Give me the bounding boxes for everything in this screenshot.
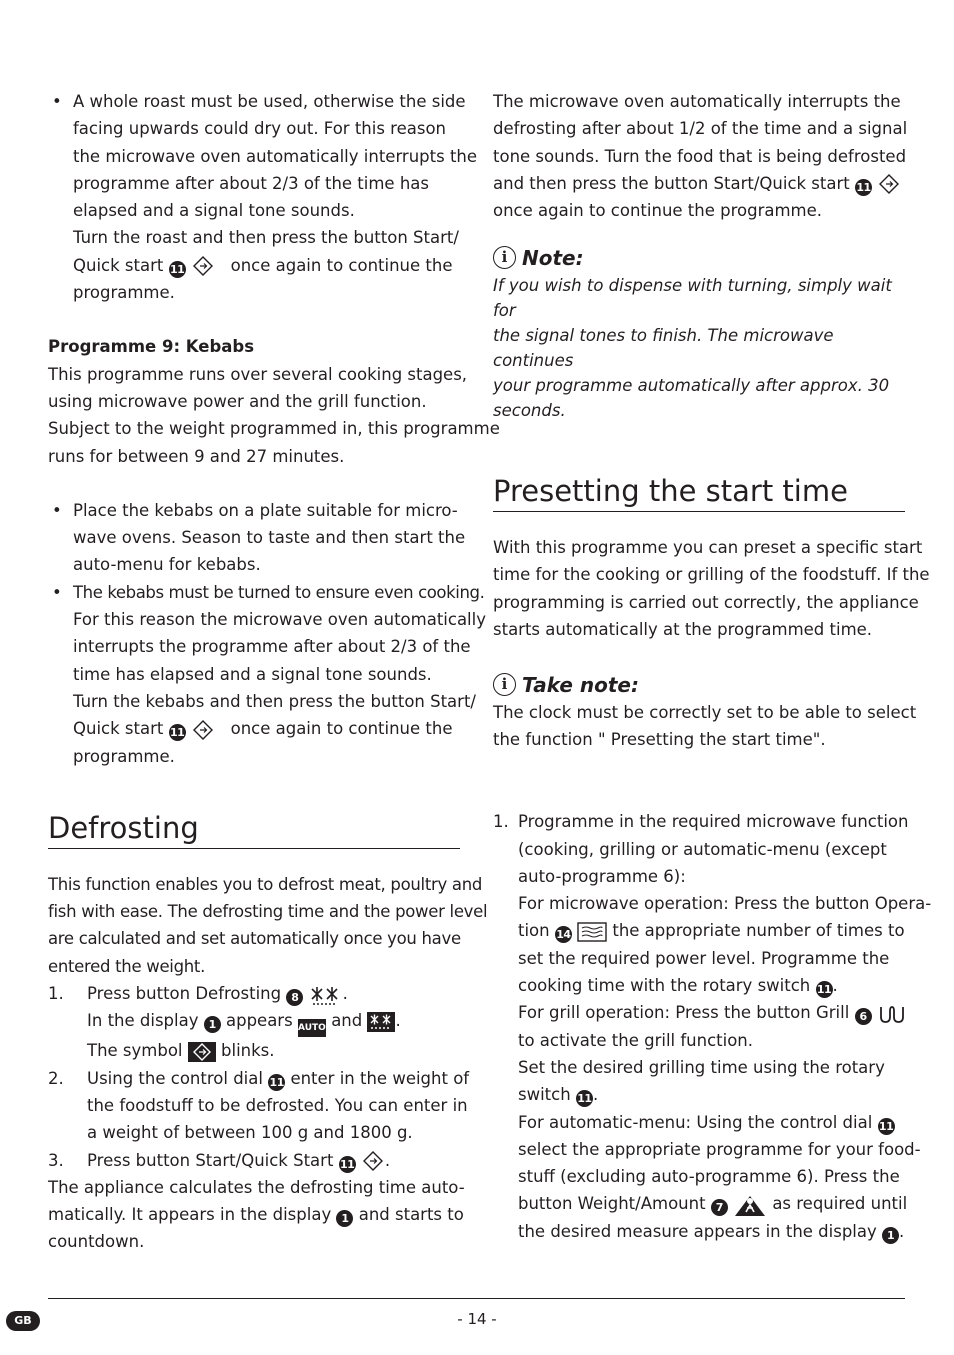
text-fragment: tion [518, 921, 550, 941]
text-line [518, 1190, 908, 1218]
text-line: The kebabs must be turned to ensure even cooking. [73, 582, 485, 602]
ref-number: 11 [169, 262, 185, 276]
text-fragment: and then press the button Start/Quick start [493, 173, 850, 193]
defrosting-heading: Defrosting [48, 810, 460, 849]
ref-number: 1 [204, 1016, 221, 1033]
text-fragment: appears [225, 1011, 293, 1031]
auto-display-icon: AUTO [298, 1019, 326, 1037]
text-line: programme. [73, 283, 175, 303]
text-line [73, 715, 460, 742]
text-fragment: and starts to [358, 1205, 464, 1225]
left-column [48, 88, 500, 1256]
text-line: This function enables you to defrost meat, poultry and [48, 874, 483, 894]
ref-number: 1 [882, 1227, 899, 1244]
text-line: The clock must be correctly set to be able to select [493, 702, 917, 722]
ref-number: 11 [577, 1092, 592, 1106]
text-line [73, 252, 460, 279]
text-fragment: the desired measure appears in the display [518, 1221, 877, 1241]
text-fragment: Press button Start/Quick Start [87, 1150, 334, 1170]
text-line: The appliance calculates the defrosting time auto- [48, 1177, 465, 1197]
text-fragment: Quick start [73, 255, 164, 275]
text-line: set the required power level. Programme the [518, 948, 890, 968]
text-fragment: Press button Defrosting [87, 984, 282, 1004]
text-line: cooking time with the rotary switch 11. [518, 976, 838, 997]
text-line [518, 1109, 905, 1136]
text-line: a weight of between 100 g and 1800 g. [87, 1123, 413, 1143]
text-fragment: blinks. [221, 1041, 275, 1061]
text-line: entered the weight. [48, 956, 206, 976]
page-number: - 14 - [457, 1310, 497, 1328]
defrost-step-1 [48, 980, 460, 1065]
text-fragment: once again to continue the [230, 719, 453, 739]
text-fragment: For grill operation: Press the button Grill [518, 1003, 850, 1023]
bullet-kebab-plate [48, 497, 466, 579]
text-line: once again to continue the programme. [493, 201, 823, 221]
presetting-intro [493, 534, 930, 643]
info-icon: i [493, 246, 516, 269]
text-line: runs for between 9 and 27 minutes. [48, 446, 345, 466]
start-diamond-icon [191, 719, 215, 741]
text-line [48, 1201, 464, 1228]
text-line: Place the kebabs on a plate suitable for micro- [73, 500, 458, 520]
text-line: time has elapsed and a signal tone sounds. [73, 664, 432, 684]
defrost-step-3 [48, 1147, 460, 1174]
text-line: Programme in the required microwave function [518, 812, 909, 832]
ref-number: 8 [286, 989, 303, 1006]
text-fragment: the appropriate number of times to [612, 921, 905, 941]
text-line: interrupts the programme after about 2/3 of the [73, 637, 471, 657]
ref-number: 1 [336, 1210, 353, 1227]
text-line: stuff (excluding auto-programme 6). Press the [518, 1167, 900, 1187]
ref-number: 11 [169, 726, 185, 740]
text-line [87, 1065, 470, 1092]
text-line: your programme automatically after approx. 30 [493, 375, 890, 395]
text-fragment: button Weight/Amount [518, 1194, 706, 1214]
text-line: A whole roast must be used, otherwise the side [73, 92, 466, 111]
text-fragment: enter in the weight of [290, 1068, 470, 1088]
text-line: the foodstuff to be defrosted. You can enter in [87, 1095, 468, 1115]
bullet-mark: • [52, 500, 62, 520]
text-line: Press button Defrosting 8 . [87, 984, 348, 1005]
text-line: the microwave oven automatically interrupts the [73, 146, 478, 166]
text-fragment: switch [518, 1085, 571, 1105]
ref-number: 11 [878, 1119, 894, 1133]
text-fragment: and [331, 1011, 363, 1031]
ref-number: 7 [711, 1199, 728, 1216]
defrost-step-2 [48, 1065, 470, 1147]
text-line: the signal tones to finish. The microwave continues [493, 325, 834, 370]
text-line: Press button Start/Quick Start 11 . [87, 1150, 391, 1171]
text-line: Subject to the weight programmed in, this programme [48, 419, 500, 439]
text-fragment: as required until [772, 1194, 908, 1214]
text-line: fish with ease. The defrosting time and the power level [48, 902, 488, 922]
step-number: 3. [48, 1150, 64, 1170]
text-line: tone sounds. Turn the food that is being defrosted [493, 146, 907, 166]
text-line: facing upwards could dry out. For this reason [73, 119, 447, 139]
microwave-operation-icon [577, 921, 607, 943]
bullet-mark: • [52, 92, 62, 111]
text-line [518, 999, 905, 1026]
bullet-kebab-turn [48, 579, 486, 770]
step-number: 1. [493, 812, 509, 832]
step-number: 1. [48, 984, 64, 1004]
start-display-icon [188, 1041, 216, 1063]
text-line: starts automatically at the programmed time. [493, 619, 873, 639]
text-line: to activate the grill function. [518, 1030, 754, 1050]
start-diamond-icon [361, 1150, 385, 1172]
text-fragment: matically. It appears in the display [48, 1205, 332, 1225]
info-icon: i [493, 673, 516, 696]
bullet-mark: • [52, 582, 62, 602]
text-line: programme after about 2/3 of the time has [73, 173, 429, 193]
text-fragment: The symbol [87, 1041, 183, 1061]
footer-divider [48, 1298, 905, 1299]
step-number: 2. [48, 1068, 64, 1088]
programme-9-heading: Programme 9: Kebabs [48, 337, 255, 357]
text-line: This programme runs over several cooking stages, [48, 364, 468, 384]
defrost-snowflake-icon [309, 984, 343, 1006]
text-line [493, 170, 905, 197]
text-fragment: Using the control dial [87, 1068, 263, 1088]
text-line: Turn the roast and then press the button Start/ [73, 228, 459, 248]
text-line: Turn the kebabs and then press the button Start/ [73, 691, 476, 711]
text-line: defrosting after about 1/2 of the time and a signal [493, 119, 908, 139]
take-note-box [493, 670, 917, 753]
text-line: Set the desired grilling time using the rotary [518, 1057, 885, 1077]
text-line: programme. [73, 746, 175, 766]
bullet-roast [48, 88, 478, 306]
text-line: In the display 1 appears AUTO and . [87, 1007, 460, 1037]
text-line: time for the cooking or grilling of the foodstuff. If the [493, 565, 930, 585]
ref-number: 11 [816, 983, 832, 997]
text-line: wave ovens. Season to taste and then start the [73, 528, 466, 548]
text-line: auto-menu for kebabs. [73, 555, 261, 575]
weight-amount-icon [733, 1192, 767, 1218]
text-line: select the appropriate programme for your food- [518, 1139, 921, 1159]
text-line: The microwave oven automatically interrupts the [493, 92, 901, 111]
defrost-continue-text [493, 88, 908, 224]
text-line: seconds. [493, 400, 566, 420]
language-badge: GB [6, 1311, 40, 1331]
text-line [518, 917, 905, 944]
defrost-display-icon [367, 1011, 395, 1033]
text-fragment: In the display [87, 1011, 199, 1031]
programme-9-text [48, 361, 500, 470]
ref-number: 11 [856, 180, 871, 194]
start-diamond-icon [877, 173, 901, 195]
text-line: switch 11. [518, 1085, 599, 1106]
ref-number: 6 [855, 1008, 872, 1025]
presetting-heading: Presetting the start time [493, 473, 905, 512]
text-line: countdown. [48, 1232, 145, 1252]
ref-number: 14 [556, 928, 571, 942]
text-line: the desired measure appears in the display 1 . [518, 1221, 905, 1242]
text-line: For this reason the microwave oven automatically [73, 610, 486, 630]
text-line: the function " Presetting the start time". [493, 729, 826, 749]
text-line: If you wish to dispense with turning, simply wait for [493, 275, 892, 320]
preset-step-1 [493, 808, 932, 1245]
ref-number: 11 [269, 1075, 284, 1089]
text-line: For microwave operation: Press the button Opera- [518, 894, 932, 914]
start-diamond-icon [191, 255, 215, 277]
text-line: are calculated and set automatically once you have [48, 929, 461, 949]
text-fragment: once again to continue the [230, 255, 453, 275]
take-note-heading: Take note: [522, 672, 639, 697]
grill-icon [877, 1003, 907, 1025]
note-heading: Note: [522, 245, 584, 270]
note-box [493, 242, 905, 423]
ref-number: 11 [340, 1157, 355, 1171]
text-fragment: Quick start [73, 719, 164, 739]
right-column [493, 88, 932, 1245]
text-line: With this programme you can preset a specific start [493, 537, 923, 557]
text-line: programming is carried out correctly, the appliance [493, 592, 919, 612]
text-line: auto-programme 6): [518, 866, 686, 886]
defrosting-intro [48, 871, 488, 980]
text-line: elapsed and a signal tone sounds. [73, 201, 355, 221]
text-line: (cooking, grilling or automatic-menu (except [518, 839, 887, 859]
defrosting-outro [48, 1174, 465, 1256]
text-fragment: For automatic-menu: Using the control dial [518, 1112, 873, 1132]
text-line [87, 1037, 460, 1064]
text-line: using microwave power and the grill function. [48, 391, 427, 411]
text-fragment: cooking time with the rotary switch [518, 976, 811, 996]
